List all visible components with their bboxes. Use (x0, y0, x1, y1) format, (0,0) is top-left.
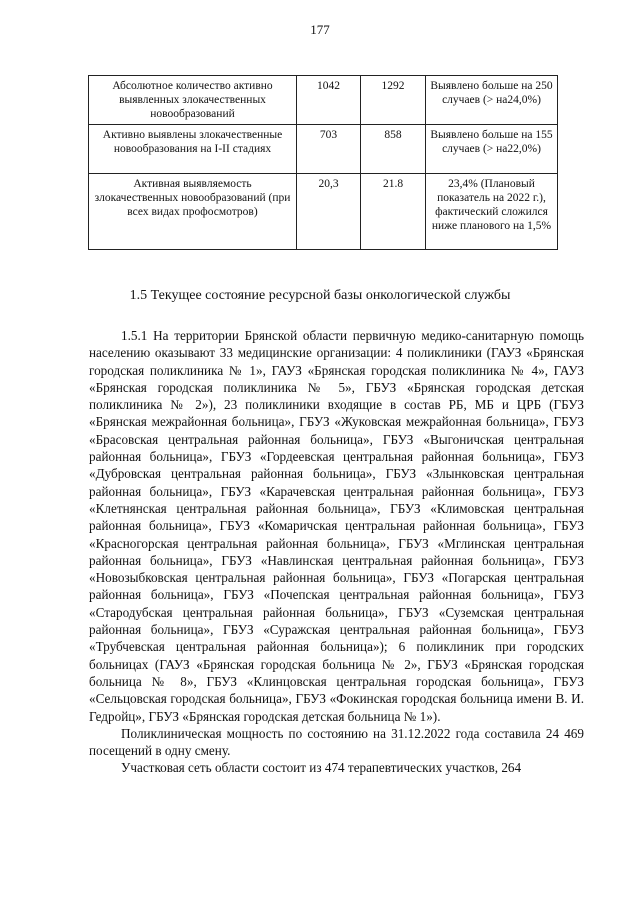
row-label: Активная выявляемость злокачественных новообразований (при всех видах профосмотров) (89, 174, 297, 250)
section-title: 1.5 Текущее состояние ресурсной базы онкологической службы (129, 288, 511, 303)
table-row (89, 125, 558, 174)
value-2022: 858 (361, 125, 426, 174)
row-note: Выявлено больше на 155 случаев (> на22,0%) (426, 125, 558, 174)
value-2021: 703 (297, 125, 361, 174)
value-2021: 1042 (297, 76, 361, 125)
table-row (89, 174, 558, 250)
page-number: 177 (310, 22, 330, 37)
paragraph: Поликлиническая мощность по состоянию на 31.12.2022 года составила 24 469 посещений в одну смену. (89, 725, 584, 759)
value-2022: 21.8 (361, 174, 426, 250)
row-label: Абсолютное количество активно выявленных злокачественных новообразований (89, 76, 297, 125)
paragraph: 1.5.1 На территории Брянской области первичную медико-санитарную помощь населению оказывают 33 медицинские организации: 4 поликлиники (ГАУЗ «Брянская городская поликлиника № 1», ГАУЗ «Брянская городская поликлиника № 4», ГАУЗ «Брянская городская поликлиника № 5», ГБУЗ «Брянская городская детская поликлиника № 2»), 23 поликлиники входящие в состав РБ, МБ и ЦРБ (ГБУЗ «Брянская межрайонная больница», ГБУЗ «Жуковская межрайонная больница», ГБУЗ «Брасовская центральная районная больница», ГБУЗ «Выгоничская центральная районная больница», ГБУЗ «Гордеевская центральная районная больница», ГБУЗ «Дубровская центральная районная больница», ГБУЗ «Злынковская центральная районная больница», ГБУЗ «Карачевская центральная районная больница», ГБУЗ «Клетнянская центральная районная больница», ГБУЗ «Климовская центральная районная больница», ГБУЗ «Комаричская центральная районная больница», ГБУЗ «Красногорская центральная районная больница», ГБУЗ «Мглинская центральная районная больница», ГБУЗ «Навлинская центральная районная больница», ГБУЗ «Новозыбковская центральная районная больница», ГБУЗ «Погарская центральная районная больница», ГБУЗ «Почепская центральная районная больница», ГБУЗ «Стародубская центральная районная больница», ГБУЗ «Суземская центральная районная больница», ГБУЗ «Суражская центральная районная больница», ГБУЗ «Трубчевская центральная районная больница»); 6 поликлиник при городских больницах (ГАУЗ «Брянская городская больница № 2», ГБУЗ «Брянская городская больница № 8», ГБУЗ «Клинцовская центральная городская больница», ГБУЗ «Сельцовская городская больница», ГБУЗ «Фокинская городская больница имени В. И. Гедройц», ГБУЗ «Брянская городская детская больница № 1»). (89, 328, 584, 724)
value-2021: 20,3 (297, 174, 361, 250)
paragraph: Участковая сеть области состоит из 474 терапевтических участков, 264 (121, 760, 522, 776)
value-2022: 1292 (361, 76, 426, 125)
row-note: Выявлено больше на 250 случаев (> на24,0%) (426, 76, 558, 125)
results-table (88, 75, 558, 250)
row-note: 23,4% (Плановый показатель на 2022 г.), фактический сложился ниже планового на 1,5% (426, 174, 558, 250)
body-text (89, 327, 584, 777)
row-label: Активно выявлены злокачественные новообразования на I-II стадиях (89, 125, 297, 174)
table-row (89, 76, 558, 125)
